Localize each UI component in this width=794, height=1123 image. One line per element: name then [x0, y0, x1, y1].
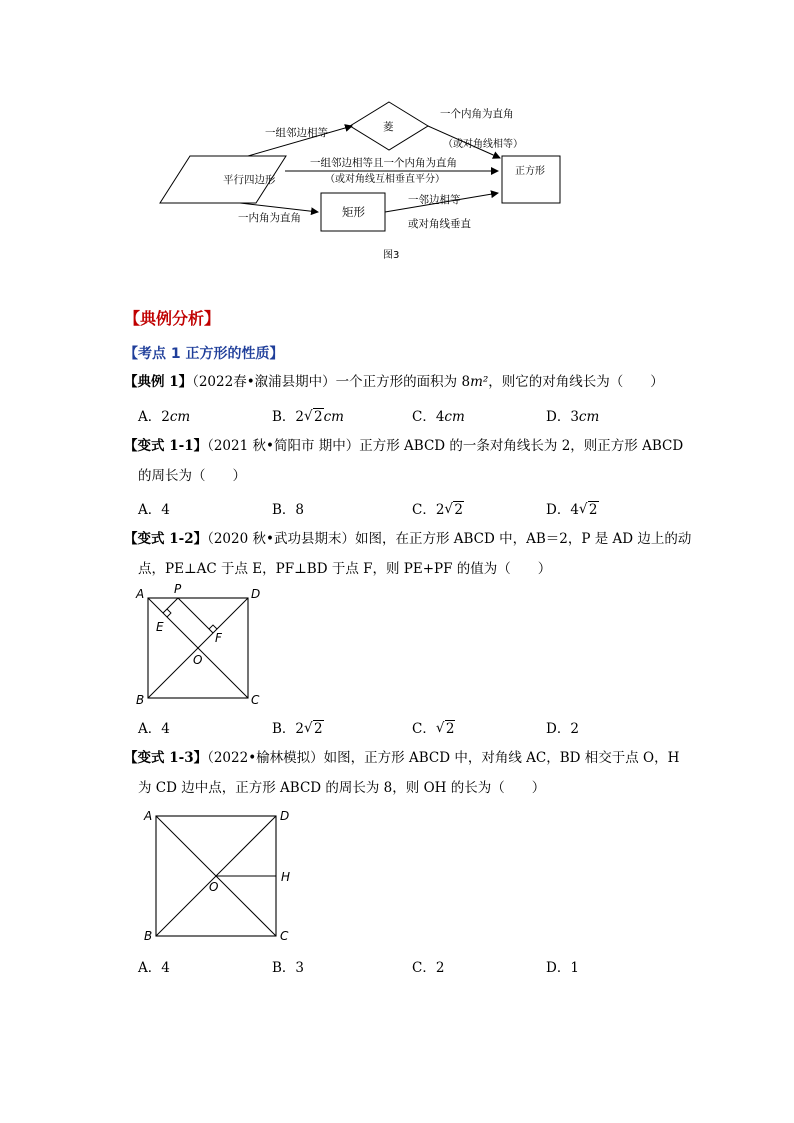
label-rhombus-square-2: （或对角线相等）: [443, 139, 523, 150]
q1-stem: [124, 373, 664, 391]
q4-label-a: A: [144, 809, 153, 823]
q4-stem-line2: 为 CD 边中点，正方形 ABCD 的周长为 8，则 OH 的长为（ ）: [138, 780, 546, 796]
q3-option-b: B．2√ 2: [272, 717, 324, 737]
label-para-rhombus: 一组邻边相等: [265, 127, 328, 139]
label-rect-square-2: 或对角线垂直: [408, 218, 471, 230]
label-para-square-1: 一组邻边相等且一个内角为直角: [310, 157, 457, 169]
q4-text: 如图，正方形 ABCD 中，对角线 AC，BD 相交于点 O，H: [323, 750, 680, 766]
q2-text: 正方形 ABCD 的一条对角线长为 2，则正方形 ABCD: [359, 438, 684, 454]
q4-option-c: C．2: [412, 960, 445, 976]
figure-caption: 图3: [383, 250, 400, 261]
node-rectangle: 矩形: [342, 205, 365, 219]
q3-segment-pe: [163, 598, 178, 613]
q3-right-angle-f: [209, 625, 217, 629]
q4-label-o: O: [209, 880, 219, 894]
q1-text-a: 一个正方形的面积为 8: [335, 374, 471, 390]
q3-stem-line2: 点，PE⊥AC 于点 E，PF⊥BD 于点 F，则 PE+PF 的值为（ ）: [138, 561, 552, 577]
q2-option-c: C．2√ 2: [412, 498, 464, 518]
q4-tag: 【变式 1-3】: [124, 750, 208, 766]
q4-option-b: B．3: [272, 960, 305, 976]
q2-source: （2021 秋•简阳市 期中）: [207, 438, 360, 454]
topic-title: 【考点 1 正方形的性质】: [124, 346, 284, 362]
q4-option-d: D．1: [546, 960, 579, 976]
label-rect-square-1: 一邻边相等: [408, 194, 461, 206]
q4-square-figure: [138, 800, 308, 948]
q2-tag: 【变式 1-1】: [124, 438, 208, 454]
q4-label-d: D: [280, 809, 290, 823]
q4-label-h: H: [281, 870, 291, 884]
q3-tag: 【变式 1-2】: [124, 531, 208, 547]
q2-option-b: B．8: [272, 502, 305, 518]
q4-option-a: A．4: [138, 960, 170, 976]
q3-label-b: B: [136, 693, 145, 707]
q3-label-c: C: [251, 693, 260, 707]
label-para-rect: 一内角为直角: [238, 212, 301, 224]
q3-label-d: D: [251, 587, 261, 601]
q1-unit: m²: [470, 374, 489, 390]
node-rhombus: 菱: [383, 121, 394, 133]
flowchart-figure: [0, 0, 794, 270]
label-rhombus-square-1: 一个内角为直角: [440, 108, 514, 120]
section-title: 【典例分析】: [124, 309, 221, 328]
q4-stem-line1: [124, 749, 679, 767]
q3-option-d: D．2: [546, 721, 579, 737]
label-para-square-2: （或对角线互相垂直平分）: [325, 174, 445, 185]
square-shape: [502, 156, 560, 203]
q2-stem-line2: 的周长为（ ）: [138, 468, 246, 484]
q3-option-a: A．4: [138, 721, 170, 737]
q1-option-b: B．2√ 2cm: [272, 405, 344, 425]
q3-label-o: O: [193, 653, 203, 667]
q3-segment-pf: [178, 598, 213, 633]
q1-text-b: ，则它的对角线长为（ ）: [488, 374, 664, 390]
q1-option-d: D．3cm: [546, 409, 600, 425]
q1-tag: 【典例 1】: [124, 374, 193, 390]
q3-source: （2020 秋•武功县期末）: [207, 531, 355, 547]
q3-stem-line1: [124, 530, 691, 548]
node-parallelogram: 平行四边形: [223, 174, 276, 186]
q4-label-c: C: [280, 929, 289, 943]
q1-option-c: C．4cm: [412, 409, 465, 425]
q2-stem-line1: [124, 437, 683, 455]
arrow-para-to-rect: [240, 203, 318, 212]
q1-source: （2022春•溆浦县期中）: [192, 374, 336, 390]
q4-source: （2022•榆林模拟）: [207, 750, 324, 766]
q2-option-a: A．4: [138, 502, 170, 518]
q3-right-angle-e: [167, 609, 171, 617]
q3-label-p: P: [174, 582, 182, 596]
q3-square-figure: [130, 580, 270, 710]
q3-label-e: E: [156, 620, 164, 634]
q3-text: 如图，在正方形 ABCD 中，AB＝2，P 是 AD 边上的动: [354, 531, 692, 547]
node-square: 正方形: [515, 166, 545, 177]
q3-option-c: C．√ 2: [412, 717, 455, 737]
q3-label-f: F: [215, 631, 222, 645]
q1-option-a: A．2cm: [138, 409, 191, 425]
q2-option-d: D．4√ 2: [546, 498, 599, 518]
q4-label-b: B: [144, 929, 153, 943]
q3-label-a: A: [136, 587, 145, 601]
